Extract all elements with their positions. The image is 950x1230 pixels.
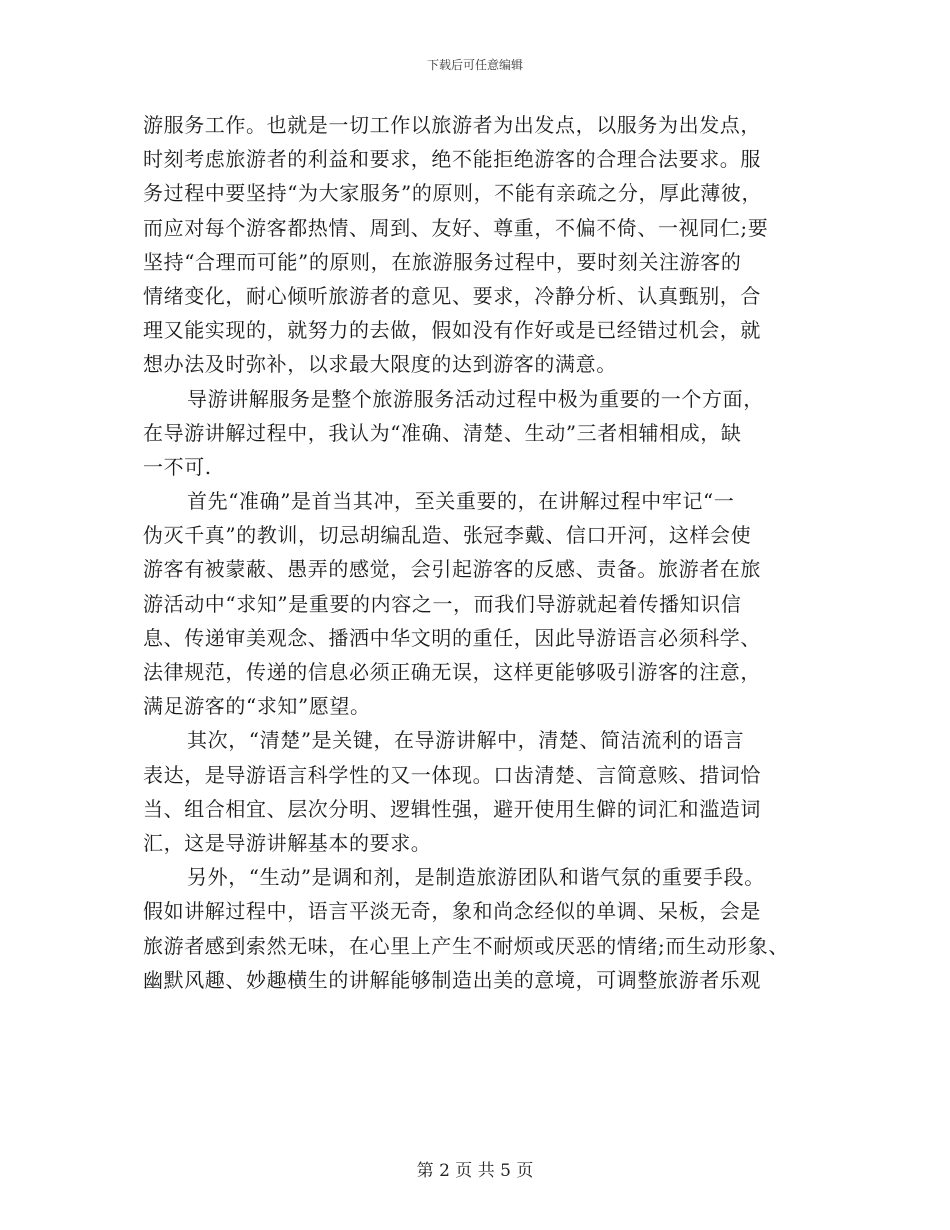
text-line: 游客有被蒙蔽、愚弄的感觉，会引起游客的反感、责备。旅游者在旅 bbox=[143, 557, 761, 582]
text-line: 首先“准确”是首当其冲，至关重要的，在讲解过程中牢记“一 bbox=[187, 489, 735, 514]
body-text bbox=[143, 108, 823, 997]
text-line: 法律规范，传递的信息必须正确无误，这样更能够吸引游客的注意， bbox=[143, 660, 761, 684]
text-line: 息、传递审美观念、播洒中华文明的重任，因此导游语言必须科学、 bbox=[143, 625, 761, 650]
text-line: 另外，“生动”是调和剂，是制造旅游团队和谐气氛的重要手段。 bbox=[187, 865, 765, 890]
text-line: 表达，是导游语言科学性的又一体现。口齿清楚、言简意赅、措词恰 bbox=[143, 762, 761, 787]
text-line: 务过程中要坚持“为大家服务”的原则，不能有亲疏之分，厚此薄彼， bbox=[143, 181, 763, 206]
text-line: 汇，这是导游讲解基本的要求。 bbox=[143, 830, 432, 855]
page-footer: 第 2 页 共 5 页 bbox=[416, 1161, 534, 1181]
text-line: 假如讲解过程中，语言平淡无奇，象和尚念经似的单调、呆板，会是 bbox=[143, 899, 761, 924]
text-line: 伪灭千真”的教训，切忌胡编乱造、张冠李戴、信口开河，这样会使 bbox=[143, 523, 752, 548]
text-line: 理又能实现的，就努力的去做，假如没有作好或是已经错过机会，就 bbox=[143, 318, 761, 343]
text-line: 满足游客的“求知”愿望。 bbox=[143, 694, 371, 719]
text-line: 想办法及时弥补，以求最大限度的达到游客的满意。 bbox=[143, 352, 617, 377]
text-line: 一不可. bbox=[143, 454, 212, 479]
text-line: 在导游讲解过程中，我认为“准确、清楚、生动”三者相辅相成，缺 bbox=[143, 420, 742, 445]
text-line: 游服务工作。也就是一切工作以旅游者为出发点，以服务为出发点， bbox=[143, 113, 761, 137]
text-line: 幽默风趣、妙趣横生的讲解能够制造出美的意境，可调整旅游者乐观 bbox=[143, 967, 761, 992]
text-line: 而应对每个游客都热情、周到、友好、尊重，不偏不倚、一视同仁;要 bbox=[143, 215, 769, 240]
text-line: 游活动中“求知”是重要的内容之一，而我们导游就起着传播知识信 bbox=[143, 591, 742, 616]
text-line: 坚持“合理而可能”的原则，在旅游服务过程中，要时刻关注游客的 bbox=[143, 249, 742, 274]
text-line: 时刻考虑旅游者的利益和要求，绝不能拒绝游客的合理合法要求。服 bbox=[143, 147, 761, 172]
text-line: 旅游者感到索然无味，在心里上产生不耐烦或厌恶的情绪;而生动形象、 bbox=[143, 933, 789, 958]
text-line: 导游讲解服务是整个旅游服务活动过程中极为重要的一个方面， bbox=[187, 386, 764, 411]
page-header: 下载后可任意编辑 bbox=[426, 58, 523, 72]
text-line: 当、组合相宜、层次分明、逻辑性强，避开使用生僻的词汇和滥造词 bbox=[143, 796, 761, 821]
text-line: 情绪变化，耐心倾听旅游者的意见、要求，冷静分析、认真甄别，合 bbox=[143, 283, 761, 308]
text-line: 其次，“清楚”是关键，在导游讲解中，清楚、简洁流利的语言 bbox=[187, 728, 745, 753]
